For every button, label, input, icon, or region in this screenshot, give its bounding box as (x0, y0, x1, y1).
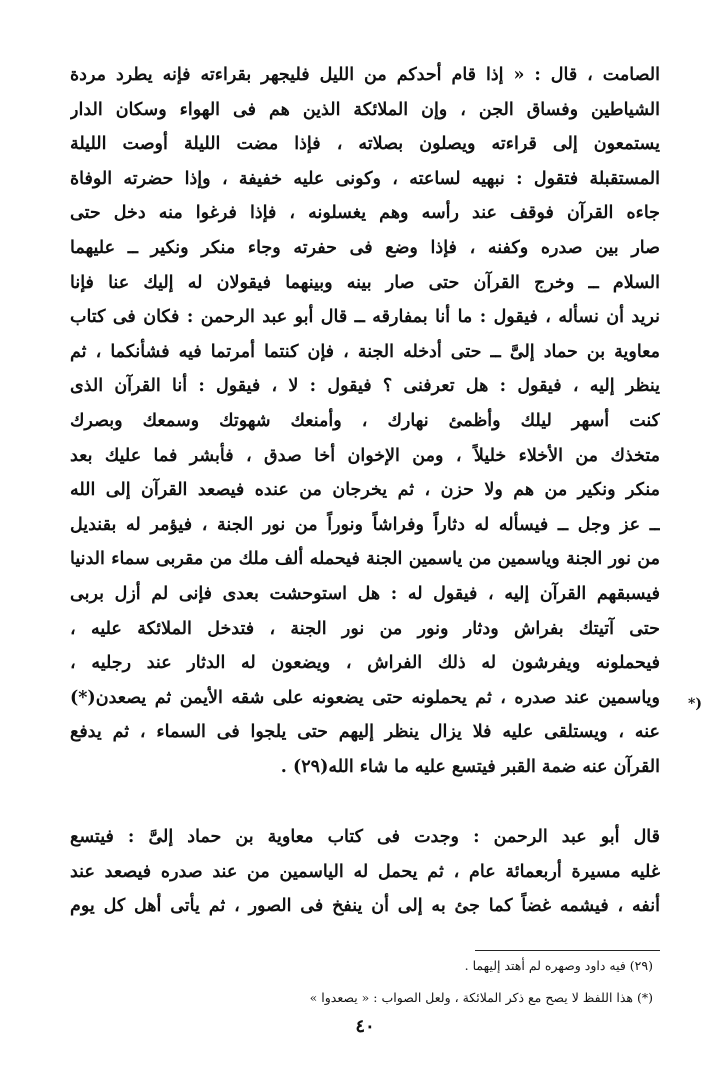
text-line: القرآن عنه ضمة القبر فيتسع عليه ما شاء الله(٢٩) . (280, 756, 660, 777)
text-line: يستمعون إلى قراءته ويصلون بصلاته ، فإذا مضت الليلة أوصت الليلة (70, 134, 660, 155)
text-line: ــ عز وجل ــ فيسأله له دثاراً وفراشاً ونوراً من نور الجنة ، فيؤمر له بقنديل (70, 514, 660, 535)
text-line: نريد أن نسأله ، فيقول : ما أنا بمفارقه ــ قال أبو عبد الرحمن : فكان فى كتاب (70, 307, 660, 328)
text-line: من نور الجنة وياسمين من ياسمين الجنة فيحمله ألف ملك من مقربى سماء الدنيا (70, 549, 660, 570)
text-line: الصامت ، قال : « إذا قام أحدكم من الليل فليجهر بقراءته فإنه يطرد مردة (70, 65, 660, 85)
text-line: عنه ، ويستلقى عليه فلا يزال ينظر إليهم حتى يلجوا فى السماء ، ثم يدفع (70, 722, 660, 743)
text-line: صار بين صدره وكفنه ، فإذا وضع فى حفرته وجاء منكر ونكير ــ عليهما (70, 237, 660, 258)
page-number: ٤٠ (355, 1016, 375, 1037)
text-line: الشياطين وفساق الجن ، وإن الملائكة الذين هم فى الهواء وسكان الدار (70, 99, 660, 120)
text-line: السلام ــ وخرج القرآن حتى صار بينه وبينهما فيقولان له إليك عنا فإنا (70, 272, 660, 293)
text-line: كنت أسهر ليلك وأظمئ نهارك ، وأمنعك شهوتك وسمعك وبصرك (70, 410, 660, 431)
text-line: قال أبو عبد الرحمن : وجدت فى كتاب معاوية بن حماد إلىَّ : فيتسع (70, 827, 660, 847)
margin-footnote-marker: (* (688, 696, 702, 712)
footnote-29: (٢٩) فيه داود وصهره لم أهتد إليهما . (464, 958, 653, 973)
text-line: جاءه القرآن فوقف عند رأسه وهم يغسلونه ، فإذا فرغوا منه دخل حتى (70, 203, 660, 224)
text-line: فيسبقهم القرآن إليه ، فيقول له : هل استوحشت بعدى فإنى لم أزل بربى (70, 583, 660, 604)
text-line: وياسمين عند صدره ، ثم يحملونه حتى يضعونه على شقه الأيمن ثم يصعدن(*) (70, 687, 660, 708)
text-line: ينظر إليه ، فيقول : هل تعرفنى ؟ فيقول : لا ، فيقول : أنا القرآن الذى (70, 376, 660, 397)
text-line: معاوية بن حماد إلىَّ ــ حتى أدخله الجنة ، فإن كنتما أمرتما فيه فشأنكما ، ثم (70, 341, 660, 362)
text-line: غليه مسيرة أربعمائة عام ، ثم يحمل له الياسمين من عند صدره فيصعد عند (70, 861, 660, 882)
footnote-star: (*) هذا اللفظ لا يصح مع ذكر الملائكة ، ولعل الصواب : « يصعدوا » (309, 990, 653, 1005)
text-line: المستقبلة فتقول : نبهيه لساعته ، وكونى عليه خفيفة ، وإذا حضرته الوفاة (70, 168, 660, 189)
second-paragraph (70, 820, 660, 924)
text-line: منكر ونكير من هم ولا حزن ، ثم يخرجان من عنده فيصعد القرآن إلى الله (70, 480, 660, 501)
text-line: حتى آتيتك بفراش ودثار ونور من نور الجنة ، فتدخل الملائكة عليه ، (70, 618, 660, 639)
main-paragraph (70, 58, 660, 784)
text-line: فيحملونه ويفرشون له ذلك الفراش ، ويضعون له الدثار عند رجليه ، (70, 653, 660, 674)
text-line: أنفه ، فيشمه غضاً كما جئ به إلى أن ينفخ فى الصور ، ثم يأتى أهل كل يوم (70, 896, 660, 917)
footnote-divider (475, 950, 660, 951)
text-line: متخذك من الأخلاء خليلاً ، ومن الإخوان أخا صدق ، فأبشر فما عليك بعد (70, 445, 660, 466)
